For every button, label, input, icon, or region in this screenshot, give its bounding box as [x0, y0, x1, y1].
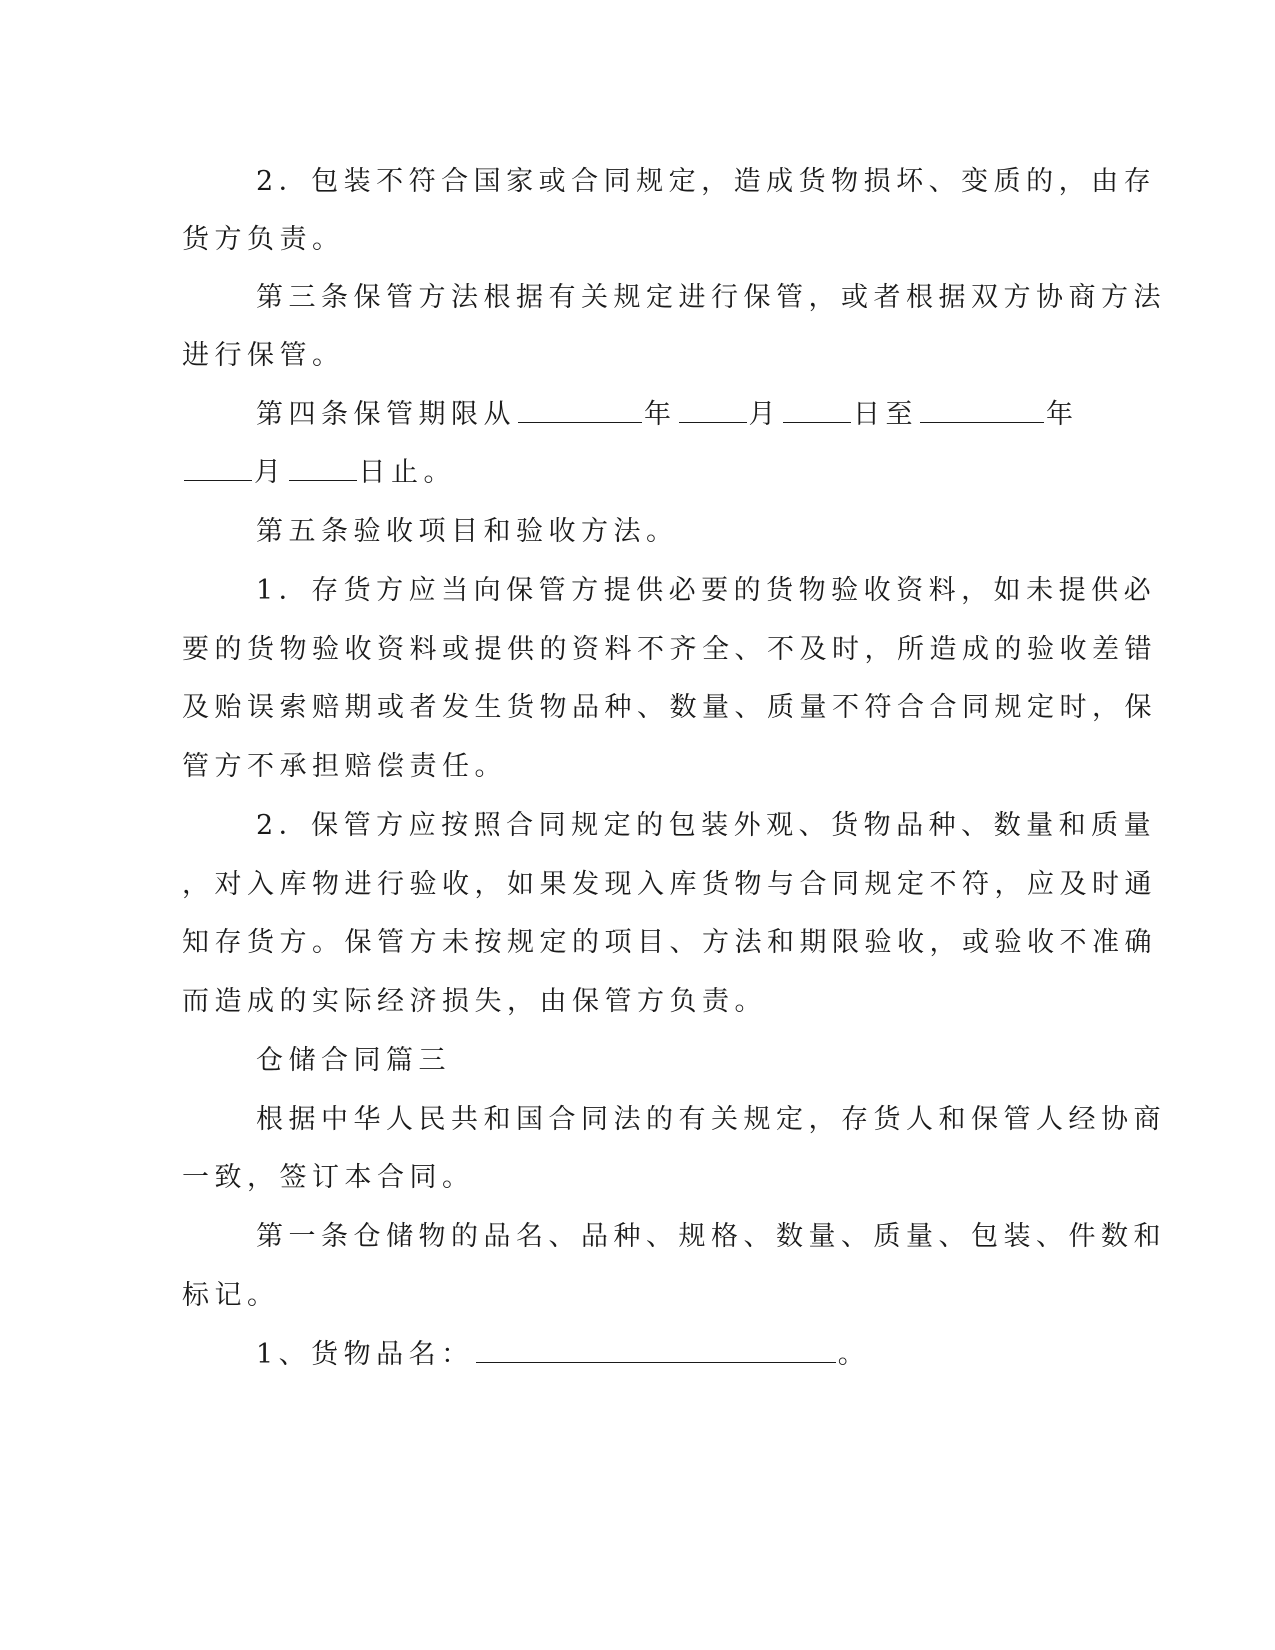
paragraph-article-1-line-2: 标记。	[182, 1280, 280, 1311]
section-heading-part-3: 仓储合同篇三	[256, 1045, 451, 1076]
paragraph-5-1-line-4: 管方不承担赔偿责任。	[182, 751, 507, 782]
start-month-blank	[679, 396, 747, 423]
paragraph-packaging-line-2: 货方负责。	[182, 224, 345, 255]
paragraph-goods-name	[256, 1335, 870, 1375]
paragraph-article-5-heading: 第五条验收项目和验收方法。	[256, 516, 679, 547]
paragraph-article-3-line-1: 第三条保管方法根据有关规定进行保管，或者根据双方协商方法	[256, 282, 1166, 313]
end-month-blank	[184, 454, 252, 481]
paragraph-5-2-line-3: 知存货方。保管方未按规定的项目、方法和期限验收，或验收不准确	[182, 927, 1157, 958]
start-year-blank	[518, 396, 642, 423]
paragraph-5-2-line-2: ，对入库物进行验收，如果发现入库货物与合同规定不符，应及时通	[182, 869, 1157, 900]
goods-name-label: 1、货物品名：	[256, 1339, 474, 1370]
paragraph-intro-line-1: 根据中华人民共和国合同法的有关规定，存货人和保管人经协商	[256, 1104, 1166, 1135]
article-4-prefix: 第四条保管期限从	[256, 399, 516, 430]
paragraph-intro-line-2: 一致，签订本合同。	[182, 1162, 475, 1193]
end-day-label: 日止。	[358, 457, 456, 488]
goods-name-suffix: 。	[837, 1339, 871, 1370]
end-year-label: 年	[1046, 399, 1079, 430]
start-year-label: 年	[644, 399, 677, 430]
paragraph-packaging-line-1: 2．包装不符合国家或合同规定，造成货物损坏、变质的，由存	[256, 166, 1157, 197]
paragraph-5-1-line-1: 1．存货方应当向保管方提供必要的货物验收资料，如未提供必	[256, 575, 1157, 606]
start-day-label: 日至	[853, 399, 918, 430]
start-month-label: 月	[748, 399, 781, 430]
start-day-blank	[783, 396, 851, 423]
paragraph-article-1-line-1: 第一条仓储物的品名、品种、规格、数量、质量、包装、件数和	[256, 1221, 1166, 1252]
end-year-blank	[920, 396, 1044, 423]
paragraph-5-2-line-1: 2．保管方应按照合同规定的包装外观、货物品种、数量和质量	[256, 810, 1157, 841]
end-day-blank	[289, 454, 357, 481]
paragraph-5-1-line-3: 及贻误索赔期或者发生货物品种、数量、质量不符合合同规定时，保	[182, 692, 1157, 723]
paragraph-5-1-line-2: 要的货物验收资料或提供的资料不齐全、不及时，所造成的验收差错	[182, 634, 1157, 665]
end-month-label: 月	[254, 457, 287, 488]
paragraph-5-2-line-4: 而造成的实际经济损失，由保管方负责。	[182, 986, 767, 1017]
paragraph-article-4-line-1	[256, 395, 1079, 435]
paragraph-article-4-line-2	[182, 453, 456, 493]
paragraph-article-3-line-2: 进行保管。	[182, 340, 345, 371]
goods-name-blank	[476, 1336, 836, 1363]
